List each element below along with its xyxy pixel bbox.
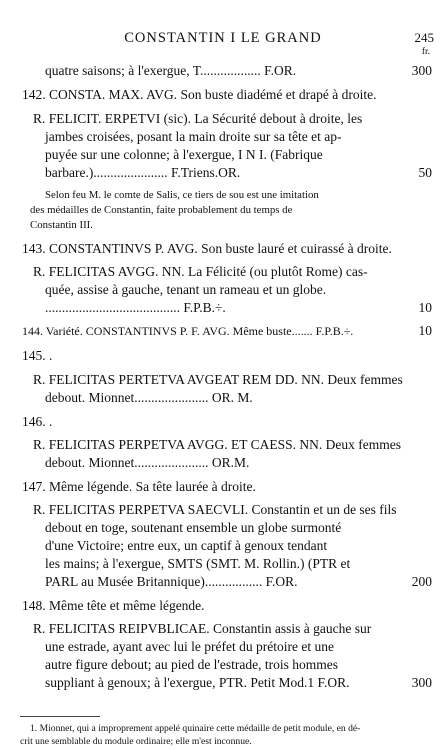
text-line: debout. Mionnet...................... OR.M. — [45, 455, 250, 470]
entry-heading: 148. Même tête et même légende. — [22, 598, 205, 613]
text-line: suppliant à genoux; à l'exergue, PTR. Petit Mod.1 F.OR. — [45, 675, 350, 690]
text-line: jambes croisées, posant la main droite sur sa tête et ap- — [45, 129, 342, 144]
value-label: 200 — [411, 574, 432, 589]
text-line: debout. Mionnet...................... OR. M. — [45, 390, 253, 405]
text-line: les mains; à l'exergue, SMTS (SMT. M. Rollin.) (PTR et — [45, 556, 351, 571]
text-line: R. FELICITAS PERPETVA SAECVLI. Constantin et un de ses fils — [33, 502, 397, 517]
text-line: debout en toge, soutenant ensemble un globe surmonté — [45, 520, 342, 535]
entry-heading: 143. CONSTANTINVS P. AVG. Son buste lauré et cuirassé à droite. — [22, 241, 392, 256]
footnote-rule — [20, 716, 100, 717]
page-title: CONSTANTIN I LE GRAND — [124, 30, 322, 46]
text-line: R. FELICITAS PERPETVA AVGG. ET CAESS. NN. Deux femmes — [33, 437, 401, 452]
value-label: 10 — [418, 323, 432, 338]
text-line: une estrade, ayant avec lui le préfet du prétoire et une — [45, 639, 334, 654]
text-line: R. FELICITAS PERTETVA AVGEAT REM DD. NN. Deux femmes — [33, 372, 403, 387]
text-line: puyée sur une colonne; à l'exergue, I N I. (Fabrique — [45, 147, 323, 162]
entry-heading: 142. CONSTA. MAX. AVG. Son buste diadémé et drapé à droite. — [22, 87, 377, 102]
value-label: 10 — [418, 300, 432, 315]
text-line: R. FELICITAS AVGG. NN. La Félicité (ou plutôt Rome) cas- — [33, 264, 368, 279]
value-label: 300 — [411, 63, 432, 78]
unit-label: fr. — [421, 47, 430, 57]
note-line: Selon feu M. le comte de Salis, ce tiers de sou est une imitation — [45, 189, 319, 201]
value-label: 300 — [411, 675, 432, 690]
running-header — [0, 30, 446, 57]
page-number: 245 — [414, 30, 434, 45]
text-line: R. FELICITAS REIPVBLICAE. Constantin assis à gauche sur — [33, 621, 372, 636]
entry-heading: 144. Variété. CONSTANTINVS P. F. AVG. Même buste....... F.P.B.÷. — [22, 324, 354, 338]
value-label: 50 — [418, 165, 432, 180]
footnote-line: crit une semblable du module ordinaire; elle m'est inconnue. — [20, 736, 252, 747]
entry-heading: 146. . — [22, 414, 53, 429]
text-line: quatre saisons; à l'exergue, T.................. F.OR. — [45, 63, 297, 78]
note-line: Constantin III. — [30, 219, 93, 231]
note-line: des médailles de Constantin, faite probablement du temps de — [30, 204, 293, 216]
text-line: d'une Victoire; entre eux, un captif à genoux tendant — [45, 538, 328, 553]
text-line: R. FELICIT. ERPETVI (sic). La Sécurité debout à droite, les — [33, 111, 363, 126]
footnote-line: 1. Mionnet, qui a improprement appelé quinaire cette médaille de petit module, en dé- — [30, 723, 361, 734]
text-line: quée, assise à gauche, tenant un rameau et un globe. — [45, 282, 327, 297]
entry-heading: 145. . — [22, 348, 53, 363]
text-line: autre figure debout; au pied de l'estrade, trois hommes — [45, 657, 338, 672]
entry-heading: 147. Même légende. Sa tête laurée à droite. — [22, 479, 256, 494]
text-line: PARL au Musée Britannique)................. F.OR. — [45, 574, 298, 589]
text-line: barbare.)...................... F.Triens.OR. — [45, 165, 241, 180]
text-line: ........................................ F.P.B.÷. — [45, 300, 226, 315]
